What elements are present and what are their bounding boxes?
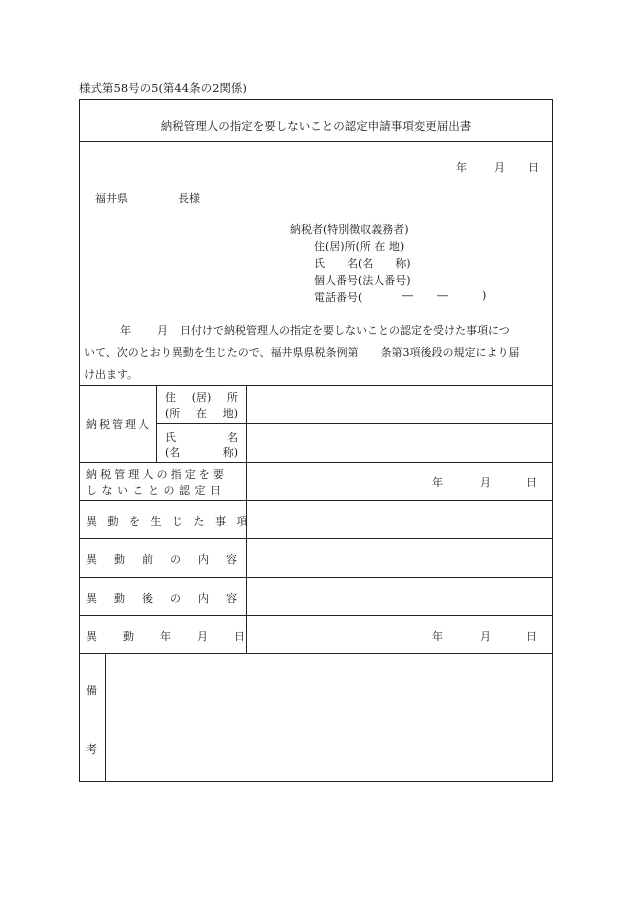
phone-dash-2: ― xyxy=(437,289,448,302)
row-line xyxy=(80,500,552,501)
applicant-name-label: 氏 名(名 称) xyxy=(314,257,411,270)
form-number-label: 様式第58号の5(第44条の2関係) xyxy=(79,81,247,95)
body-line1: 日付けで納税管理人の指定を要しないことの認定を受けた事項につ xyxy=(180,324,510,337)
row-line xyxy=(80,577,552,578)
applicant-address-label: 住(居)所(所 在 地) xyxy=(314,240,405,253)
change-date-month: 月 xyxy=(480,630,491,643)
cert-date-month: 月 xyxy=(480,476,491,489)
form-frame xyxy=(79,99,553,782)
address-l2-c: 地) xyxy=(222,407,238,420)
address-l2-b: 在 xyxy=(196,407,207,420)
table-top-line xyxy=(80,385,552,386)
addressee-suffix: 長様 xyxy=(178,192,200,205)
remarks-label-1: 備 xyxy=(86,684,97,697)
header-year: 年 xyxy=(456,161,467,174)
cert-date-day: 日 xyxy=(526,476,537,489)
cert-date-label-line2: しないことの認定日 xyxy=(86,484,226,497)
form-title: 納税管理人の指定を要しないことの認定申請事項変更届出書 xyxy=(160,119,472,133)
change-matter-label: 異動を生じた事項 xyxy=(86,515,258,528)
phone-dash-1: ― xyxy=(402,289,413,302)
name-label-line1 xyxy=(165,429,238,445)
row-line xyxy=(80,653,552,654)
address-l1-c: 所 xyxy=(227,391,238,404)
divider xyxy=(80,141,552,142)
change-date-day: 日 xyxy=(526,630,537,643)
body-year: 年 xyxy=(120,324,131,337)
cert-date-label-line1: 納税管理人の指定を要 xyxy=(86,468,227,481)
phone-close: ) xyxy=(482,289,487,302)
remarks-col-line xyxy=(105,653,106,781)
name-label-line2 xyxy=(165,444,238,460)
cert-date-year: 年 xyxy=(432,476,443,489)
after-content-label: 異動後の内容 xyxy=(86,592,254,605)
address-l1-b: (居) xyxy=(191,391,212,404)
address-l1-a: 住 xyxy=(165,391,176,404)
agent-label: 納税管理人 xyxy=(86,418,151,431)
addressee-prefecture: 福井県 xyxy=(95,192,128,205)
address-l2-a: (所 xyxy=(165,407,181,420)
row-line xyxy=(80,615,552,616)
name-l1-a: 氏 xyxy=(165,431,176,444)
row-line xyxy=(80,538,552,539)
name-l1-b: 名 xyxy=(227,431,238,444)
remarks-label-2: 考 xyxy=(86,743,97,756)
applicant-phone-label: 電話番号( xyxy=(314,291,363,304)
name-l2-a: (名 xyxy=(165,446,181,459)
applicant-heading: 納税者(特別徴収義務者) xyxy=(290,223,409,236)
change-date-year: 年 xyxy=(432,630,443,643)
address-label-line1 xyxy=(165,389,238,405)
body-line3: け出ます。 xyxy=(84,368,139,381)
before-content-label: 異動前の内容 xyxy=(86,553,254,566)
header-month: 月 xyxy=(494,161,505,174)
agent-split-line xyxy=(156,423,552,424)
row-line xyxy=(80,462,552,463)
name-l2-b: 称) xyxy=(222,446,238,459)
agent-col-line xyxy=(156,385,157,462)
body-month: 月 xyxy=(157,324,168,337)
body-line2: いて、次のとおり異動を生じたので、福井県県税条例第 条第3項後段の規定により届 xyxy=(84,346,520,359)
header-day: 日 xyxy=(528,161,539,174)
change-date-label: 異動年月日 xyxy=(86,630,271,643)
address-label-line2 xyxy=(165,405,238,421)
applicant-id-label: 個人番号(法人番号) xyxy=(314,274,411,287)
